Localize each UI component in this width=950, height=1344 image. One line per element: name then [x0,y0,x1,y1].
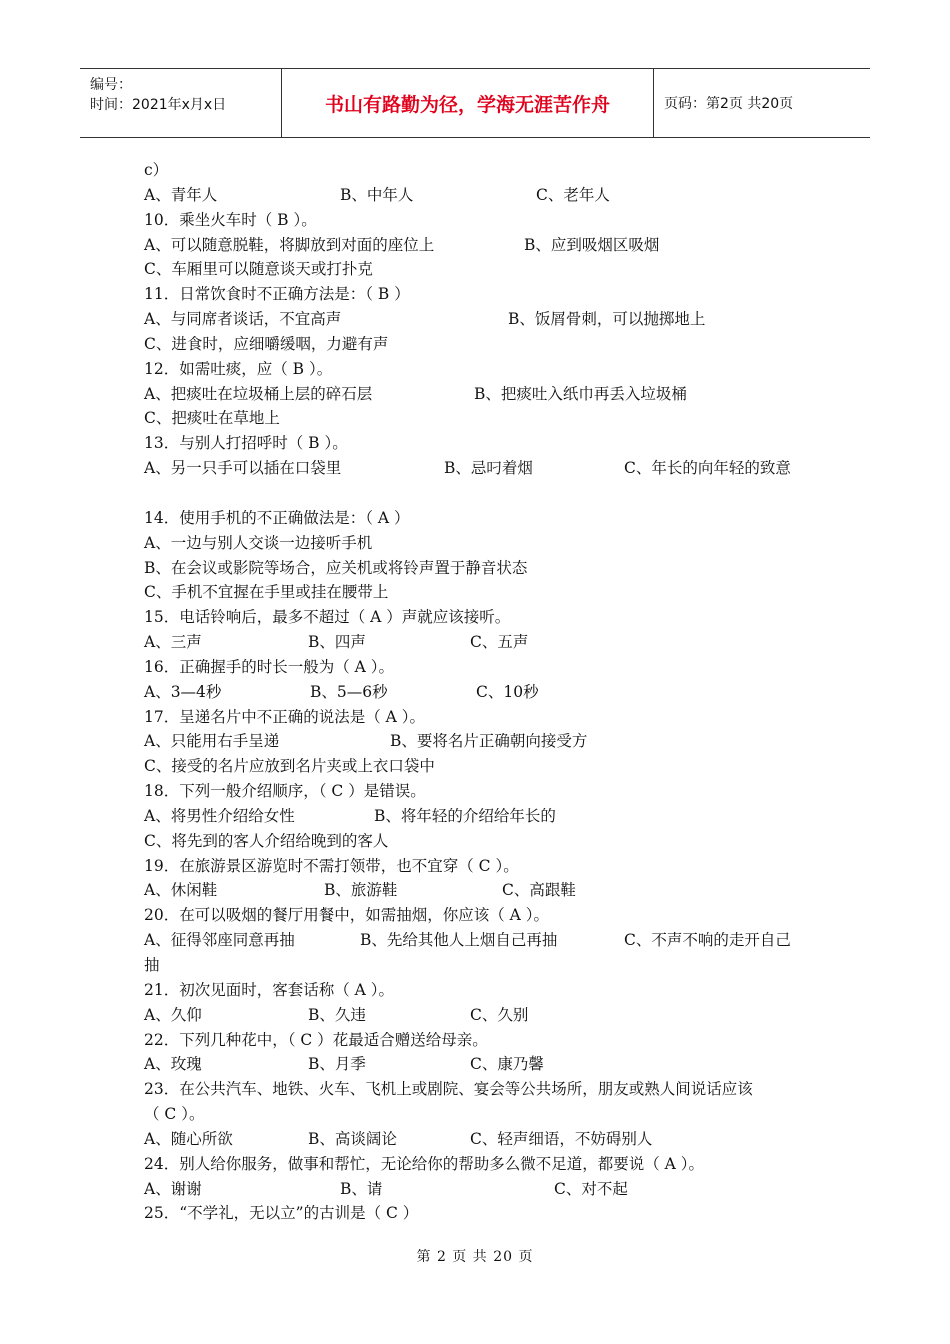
text-line: A、一边与别人交谈一边接听手机 [144,533,373,552]
answer-option: C、康乃馨 [470,1055,544,1074]
option-row [144,233,814,258]
text-line: 20．在可以吸烟的餐厅用餐中，如需抽烟，你应该（ A ）。 [144,906,550,925]
option-row [144,1177,814,1202]
answer-option: A、随心所欲 [144,1129,233,1148]
answer-option: C、年长的向年轻的致意 [624,459,791,478]
text-line: 25．“不学礼，无以立”的古训是（ C ） [144,1204,419,1223]
header-motto-cell [282,69,654,137]
answer-option: B、将年轻的介绍给年长的 [374,806,556,825]
answer-option: C、高跟鞋 [502,881,576,900]
answer-option: C、久别 [470,1005,529,1024]
header-meta [80,69,282,137]
answer-option: B、饭屑骨刺，可以抛掷地上 [508,310,706,329]
answer-option: A、只能用右手呈递 [144,732,280,751]
answer-option: B、5—6秒 [310,682,388,701]
question-list [144,158,814,1226]
text-line: （ C ）。 [144,1105,205,1124]
header-page-info [654,69,870,137]
text-line: 13．与别人打招呼时（ B ）。 [144,434,348,453]
text-line: 24．别人给你服务，做事和帮忙，无论给你的帮助多么微不足道，都要说（ A ）。 [144,1154,705,1173]
blank-line [144,481,814,506]
option-row [144,307,814,332]
text-line: 12．如需吐痰，应（ B ）。 [144,359,333,378]
option-row [144,804,814,829]
option-row [144,729,814,754]
answer-option: C、不声不响的走开自己 [624,931,791,950]
text-line: 23．在公共汽车、地铁、火车、飞机上或剧院、宴会等公共场所，朋友或熟人间说话应该 [144,1080,753,1099]
option-row [144,928,814,953]
motto: 书山有路勤为径，学海无涯苦作舟 [324,93,610,116]
answer-option: B、旅游鞋 [324,881,398,900]
document-number: 编号： [90,77,132,93]
page-header [80,68,870,138]
text-line: C、接受的名片应放到名片夹或上衣口袋中 [144,757,435,776]
answer-option: A、征得邻座同意再抽 [144,931,295,950]
answer-option: A、休闲鞋 [144,881,218,900]
answer-option: B、请 [340,1179,383,1198]
page-info: 页码：第2页 共20页 [664,96,794,112]
option-row [144,183,814,208]
option-row [144,382,814,407]
answer-option: B、应到吸烟区吸烟 [524,235,660,254]
answer-option: C、对不起 [554,1179,628,1198]
option-row [144,878,814,903]
option-row [144,1127,814,1152]
answer-option: A、玫瑰 [144,1055,202,1074]
answer-option: B、四声 [308,633,366,652]
text-line: B、在会议或影院等场合，应关机或将铃声置于静音状态 [144,558,528,577]
text-line: C、进食时，应细嚼缓咽，力避有声 [144,334,389,353]
text-line: 19．在旅游景区游览时不需打领带，也不宜穿（ C ）。 [144,856,519,875]
answer-option: A、另一只手可以插在口袋里 [144,459,342,478]
answer-option: A、将男性介绍给女性 [144,806,295,825]
text-line: 21．初次见面时，客套话称（ A ）。 [144,980,395,999]
answer-option: B、中年人 [340,185,414,204]
page-footer: 第 2 页 共 20 页 [416,1249,534,1265]
answer-option: C、五声 [470,633,529,652]
text-line: 14．使用手机的不正确做法是：（ A ） [144,508,410,527]
text-line: 22．下列几种花中，（ C ）花最适合赠送给母亲。 [144,1030,488,1049]
text-line: 11．日常饮食时不正确方法是：（ B ） [144,285,410,304]
answer-option: B、要将名片正确朝向接受方 [390,732,588,751]
answer-option: B、高谈阔论 [308,1129,397,1148]
option-row [144,680,814,705]
text-line: c） [144,161,169,179]
text-line: C、将先到的客人介绍给晚到的客人 [144,831,389,850]
option-row [144,456,814,481]
text-line: 16．正确握手的时长一般为（ A ）。 [144,657,395,676]
answer-option: B、月季 [308,1055,366,1074]
answer-option: A、与同席者谈话，不宜高声 [144,310,342,329]
answer-option: C、老年人 [536,185,610,204]
answer-option: A、青年人 [144,185,218,204]
text-line: C、车厢里可以随意谈天或打扑克 [144,260,373,279]
text-line: 17．呈递名片中不正确的说法是（ A ）。 [144,707,426,726]
answer-option: B、忌叼着烟 [444,459,533,478]
answer-option: B、把痰吐入纸巾再丢入垃圾桶 [474,384,687,403]
answer-option: A、久仰 [144,1005,202,1024]
answer-option: C、轻声细语，不妨碍别人 [470,1129,653,1148]
text-line: C、把痰吐在草地上 [144,409,280,428]
answer-option: A、3—4秒 [144,682,222,701]
text-line: 10．乘坐火车时（ B ）。 [144,210,317,229]
text-line: 15．电话铃响后，最多不超过（ A ）声就应该接听。 [144,608,511,627]
answer-option: A、三声 [144,633,202,652]
answer-option: A、可以随意脱鞋，将脚放到对面的座位上 [144,235,435,254]
answer-option: B、久违 [308,1005,366,1024]
option-row [144,1003,814,1028]
text-line: 18．下列一般介绍顺序，（ C ）是错误。 [144,782,426,801]
option-row [144,630,814,655]
document-date: 时间：2021年x月x日 [90,97,227,113]
answer-option: A、把痰吐在垃圾桶上层的碎石层 [144,384,373,403]
answer-option: C、10秒 [476,682,539,701]
text-line: 抽 [144,956,160,974]
option-row [144,1052,814,1077]
answer-option: B、先给其他人上烟自己再抽 [360,931,558,950]
answer-option: A、谢谢 [144,1179,202,1198]
text-line: C、手机不宜握在手里或挂在腰带上 [144,583,389,602]
